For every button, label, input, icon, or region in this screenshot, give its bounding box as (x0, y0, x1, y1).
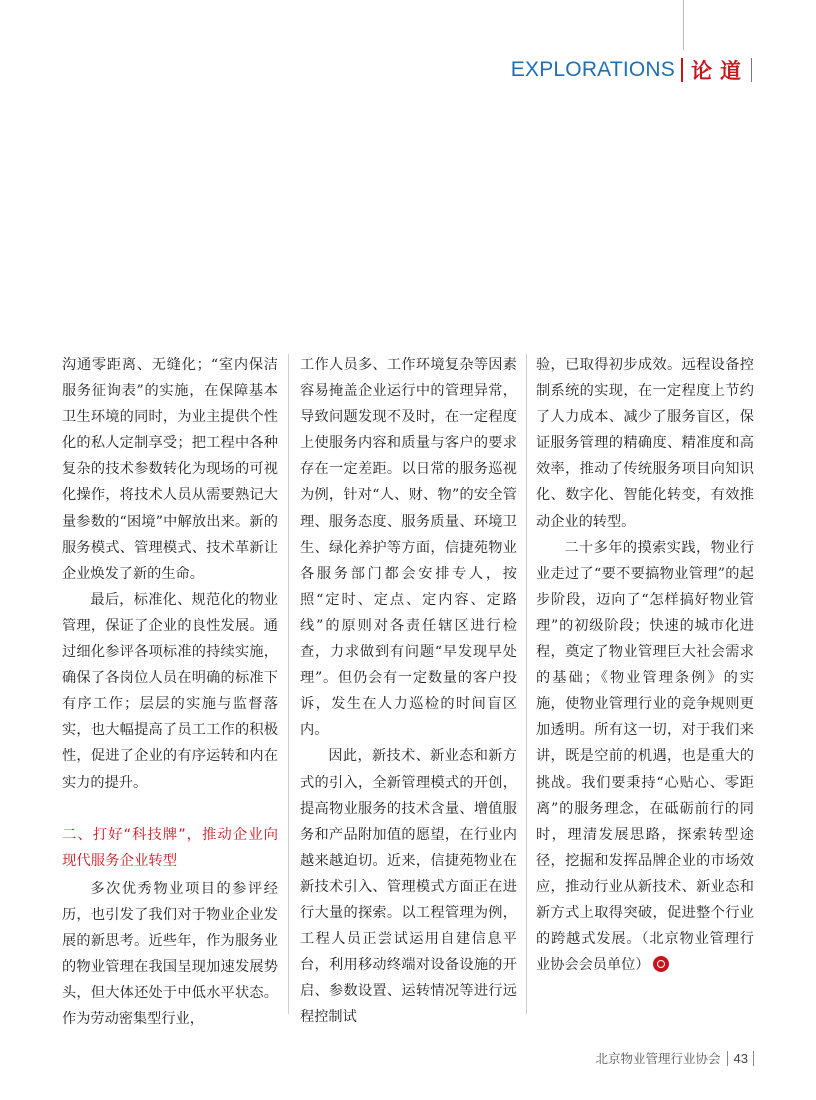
paragraph: 因此，新技术、新业态和新方式的引入，全新管理模式的开创，提高物业服务的技术含量、增值服务和产品附加值的愿望，在行业内越来越迫切。近来，信捷苑物业在新技术引入、管理模式方面正在进行大量的探索。以工程管理为例，工程人员正尝试运用自建信息平台，利用移动终端对设备设施的开启、参数设置、运转情况等进行远程控制试 (300, 748, 517, 1026)
column-divider (288, 354, 289, 1014)
section-title-en: EXPLORATIONS (510, 58, 675, 81)
article-column-2 (300, 352, 517, 1030)
article-column-3 (536, 352, 754, 978)
section-title-cn: 论道 (691, 58, 749, 83)
paragraph: 工作人员多、工作环境复杂等因素容易掩盖企业运行中的管理异常，导致问题发现不及时，在一定程度上使服务内容和质量与客户的要求存在一定差距。以日常的服务巡视为例，针对“人、财、物”的安全管理、服务态度、服务质量、环境卫生、绿化养护等方面，信捷苑物业各服务部门都会安排专人，按照“定时、定点、定内容、定路线”的原则对各责任辖区进行检查，力求做到有问题“早发现早处理”。但仍会有一定数量的客户投诉，发生在人力巡检的时间盲区内。 (300, 357, 517, 739)
header-end-rule (751, 58, 752, 82)
section-header (511, 54, 752, 86)
paragraph: 沟通零距离、无缝化；“室内保洁服务征询表”的实施，在保障基本卫生环境的同时，为业主提供个性化的私人定制享受；把工程中各种复杂的技术参数转化为现场的可视化操作，将技术人员从需要熟记大量参数的“困境”中解放出来。新的服务模式、管理模式、技术革新让企业焕发了新的生命。 (62, 357, 278, 582)
top-divider-line (683, 0, 684, 50)
publisher-name: 北京物业管理行业协会 (595, 1051, 721, 1066)
column-divider (526, 354, 527, 1014)
footer-divider (727, 1051, 728, 1066)
paragraph (536, 535, 754, 979)
page-number: 43 (733, 1050, 748, 1066)
paragraph: 多次优秀物业项目的参评经历，也引发了我们对于物业企业发展的新思考。近些年，作为服务业的物业管理在我国呈现加速发展势头，但大体还处于中低水平状态。作为劳动密集型行业， (62, 880, 278, 1028)
article-column-1 (62, 352, 278, 1032)
end-mark-icon (653, 956, 669, 972)
header-divider (681, 58, 683, 82)
footer-end-rule (753, 1051, 754, 1066)
paragraph: 验，已取得初步成效。远程设备控制系统的实现，在一定程度上节约了人力成本、减少了服务盲区，保证服务管理的精确度、精准度和高效率，推动了传统服务项目向知识化、数字化、智能化转变，有效推动企业的转型。 (536, 357, 754, 530)
section-heading: 二、打好“科技牌”，推动企业向现代服务企业转型 (62, 826, 278, 869)
page-footer (596, 1047, 754, 1069)
paragraph: 最后，标准化、规范化的物业管理，保证了企业的良性发展。通过细化参评各项标准的持续实施，确保了各岗位人员在明确的标准下有序工作；层层的实施与监督落实，也大幅提高了员工工作的积极性，促进了企业的有序运转和内在实力的提升。 (62, 591, 278, 791)
paragraph-text: 二十多年的摸索实践，物业行业走过了“要不要搞物业管理”的起步阶段，迈向了“怎样搞好物业管理”的初级阶段；快速的城市化进程，奠定了物业管理巨大社会需求的基础；《物业管理条例》的实施，使物业管理行业的竞争规则更加透明。所有这一切，对于我们来讲，既是空前的机遇，也是重大的挑战。我们要秉持“心贴心、零距离”的服务理念，在砥砺前行的同时，理清发展思路，探索转型途径，挖掘和发挥品牌企业的市场效应，推动行业从新技术、新业态和新方式上取得突破，促进整个行业的跨越式发展。（北京物业管理行业协会会员单位） (536, 539, 754, 974)
